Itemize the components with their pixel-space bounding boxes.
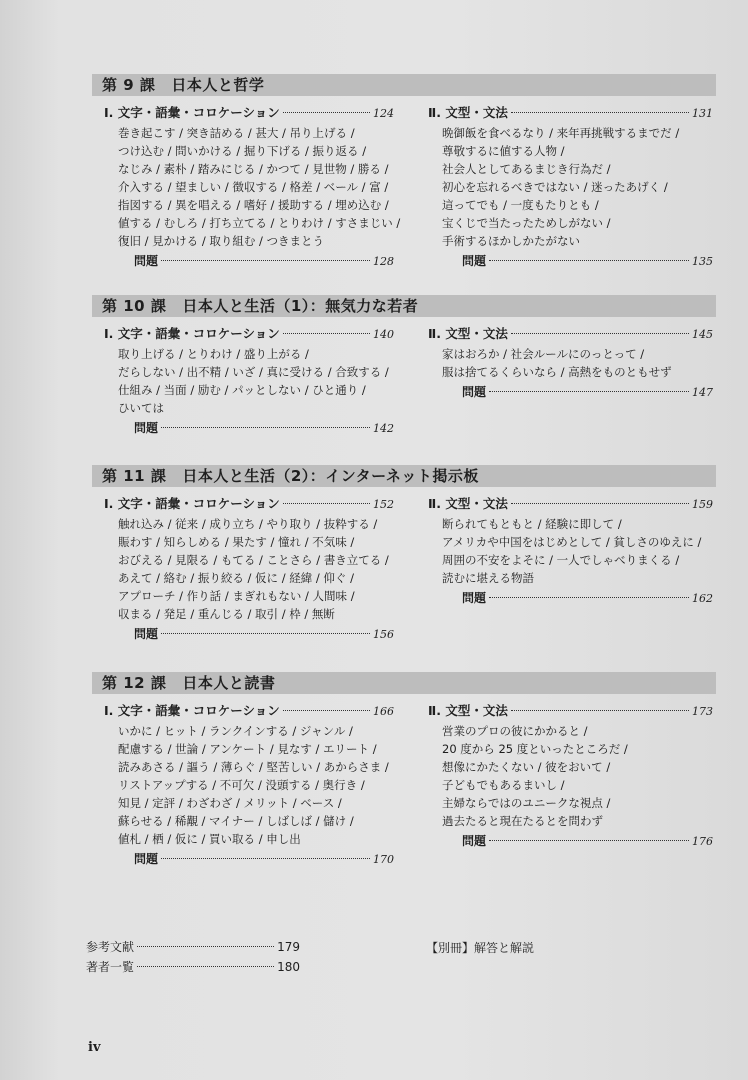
mondai-page: 128	[373, 255, 394, 268]
vocab-line: 介入する / 望ましい / 徴収する / 格差 / ベール / 富 /	[118, 180, 389, 194]
grammar-section	[428, 495, 713, 607]
mondai-page: 170	[373, 853, 394, 866]
lesson-12	[92, 672, 716, 866]
lesson-9	[92, 74, 716, 268]
grammar-heading-label: Ⅱ. 文型・文法	[428, 105, 508, 120]
vocab-page: 166	[373, 705, 394, 718]
lesson-number: 第 12 課	[102, 674, 167, 692]
vocab-heading-label: Ⅰ. 文字・語彙・コロケーション	[104, 496, 280, 511]
mondai-page: 147	[692, 386, 713, 399]
grammar-line: 20 度から 25 度といったところだ /	[442, 742, 628, 756]
mondai-label: 問題	[462, 385, 487, 399]
grammar-heading	[428, 702, 713, 720]
grammar-list	[428, 515, 713, 587]
grammar-line: 社会人としてあるまじき行為だ /	[442, 162, 611, 176]
mondai-entry	[104, 419, 394, 437]
mondai-entry	[104, 850, 394, 868]
references-label: 参考文献	[86, 940, 135, 954]
lesson-header	[92, 465, 716, 487]
grammar-page: 173	[692, 705, 713, 718]
lesson-header	[92, 74, 716, 96]
leader-dots	[161, 427, 370, 428]
vocab-line: 蘇らせる / 稀覯 / マイナー / しばしば / 儲け /	[118, 814, 354, 828]
mondai-entry	[104, 625, 394, 643]
vocab-line: 触れ込み / 従来 / 成り立ち / やり取り / 抜粋する /	[118, 517, 378, 531]
grammar-line: 晩御飯を食べるなり / 来年再挑戦するまでだ /	[442, 126, 680, 140]
mondai-label: 問題	[462, 254, 487, 268]
vocab-section	[104, 325, 394, 437]
leader-dots	[511, 503, 689, 504]
leader-dots	[137, 966, 274, 967]
vocab-heading	[104, 325, 394, 343]
grammar-heading	[428, 495, 713, 513]
grammar-line: 子どもでもあるまいし /	[442, 778, 565, 792]
authors-label: 著者一覧	[86, 960, 135, 974]
vocab-list	[104, 124, 401, 250]
vocab-list	[104, 515, 394, 623]
mondai-page: 135	[692, 255, 713, 268]
vocab-line: ひいては	[118, 401, 164, 415]
lesson-header	[92, 672, 716, 694]
references-entry	[86, 938, 300, 956]
mondai-label: 問題	[134, 254, 159, 268]
grammar-page: 145	[692, 328, 713, 341]
grammar-line: 読むに堪える物語	[442, 571, 534, 585]
leader-dots	[489, 391, 689, 392]
vocab-page: 124	[373, 107, 394, 120]
grammar-line: 初心を忘れるべきではない / 迷ったあげく /	[442, 180, 668, 194]
leader-dots	[161, 858, 370, 859]
vocab-line: あえて / 絡む / 振り絞る / 仮に / 経緯 / 仰ぐ /	[118, 571, 354, 585]
lesson-11	[92, 465, 716, 641]
vocab-list	[104, 345, 394, 417]
authors-page: 180	[277, 960, 300, 974]
vocab-line: 賑わす / 知らしめる / 果たす / 憧れ / 不気味 /	[118, 535, 355, 549]
grammar-line: アメリカや中国をはじめとして / 貧しさのゆえに /	[442, 535, 702, 549]
leader-dots	[161, 633, 370, 634]
page-number: iv	[88, 1040, 101, 1055]
vocab-page: 140	[373, 328, 394, 341]
lesson-number: 第 9 課	[102, 76, 156, 94]
leader-dots	[137, 946, 274, 947]
grammar-line: 想像にかたくない / 彼をおいて /	[442, 760, 611, 774]
vocab-heading	[104, 702, 394, 720]
vocab-heading	[104, 495, 394, 513]
grammar-line: 過去たると現在たるとを問わず	[442, 814, 603, 828]
leader-dots	[511, 333, 689, 334]
leader-dots	[489, 840, 689, 841]
lesson-title: 日本人と生活（2）：インターネット掲示板	[182, 467, 479, 485]
mondai-label: 問題	[134, 421, 159, 435]
grammar-line: 服は捨てるくらいなら / 高熱をものともせず	[442, 365, 672, 379]
lesson-number: 第 11 課	[102, 467, 167, 485]
leader-dots	[511, 710, 689, 711]
vocab-line: いかに / ヒット / ランクインする / ジャンル /	[118, 724, 353, 738]
bessatsu-label: 【別冊】解答と解説	[426, 941, 535, 955]
grammar-heading	[428, 104, 713, 122]
authors-entry	[86, 958, 300, 976]
grammar-heading-label: Ⅱ. 文型・文法	[428, 496, 508, 511]
grammar-line: 尊敬するに値する人物 /	[442, 144, 565, 158]
grammar-heading	[428, 325, 713, 343]
lesson-title: 日本人と読書	[182, 674, 276, 692]
vocab-line: 読みあさる / 謳う / 薄らぐ / 堅苦しい / あからさま /	[118, 760, 389, 774]
vocab-line: 復旧 / 見かける / 取り組む / つきまとう	[118, 234, 325, 248]
leader-dots	[489, 597, 689, 598]
grammar-list	[428, 722, 713, 830]
mondai-page: 176	[692, 835, 713, 848]
references-page: 179	[277, 940, 300, 954]
mondai-page: 142	[373, 422, 394, 435]
vocab-line: 取り上げる / とりわけ / 盛り上がる /	[118, 347, 309, 361]
grammar-line: 営業のプロの彼にかかると /	[442, 724, 588, 738]
vocab-line: なじみ / 素朴 / 踏みにじる / かつて / 見世物 / 勝る /	[118, 162, 389, 176]
vocab-line: アプローチ / 作り話 / まぎれもない / 人間味 /	[118, 589, 355, 603]
grammar-section	[428, 104, 713, 270]
leader-dots	[283, 112, 370, 113]
mondai-label: 問題	[462, 591, 487, 605]
grammar-line: 家はおろか / 社会ルールにのっとって /	[442, 347, 645, 361]
vocab-line: 値札 / 栖 / 仮に / 買い取る / 申し出	[118, 832, 301, 846]
leader-dots	[283, 710, 370, 711]
mondai-entry	[428, 383, 713, 401]
grammar-page: 131	[692, 107, 713, 120]
leader-dots	[489, 260, 689, 261]
mondai-entry	[428, 589, 713, 607]
vocab-line: 値する / むしろ / 打ち立てる / とりわけ / すさまじい /	[118, 216, 401, 230]
grammar-line: 這ってでも / 一度もたりとも /	[442, 198, 599, 212]
grammar-line: 周囲の不安をよそに / 一人でしゃべりまくる /	[442, 553, 680, 567]
leader-dots	[161, 260, 370, 261]
vocab-list	[104, 722, 394, 848]
grammar-line: 手術するほかしかたがない	[442, 234, 580, 248]
grammar-section	[428, 325, 713, 401]
mondai-entry	[104, 252, 394, 270]
grammar-list	[428, 345, 713, 381]
leader-dots	[283, 333, 370, 334]
vocab-heading-label: Ⅰ. 文字・語彙・コロケーション	[104, 703, 280, 718]
vocab-line: 知見 / 定評 / わざわざ / メリット / ベース /	[118, 796, 342, 810]
grammar-heading-label: Ⅱ. 文型・文法	[428, 703, 508, 718]
vocab-line: 指図する / 異を唱える / 嗜好 / 援助する / 埋め込む /	[118, 198, 389, 212]
mondai-page: 156	[373, 628, 394, 641]
mondai-label: 問題	[134, 627, 159, 641]
vocab-line: だらしない / 出不精 / いざ / 真に受ける / 合致する /	[118, 365, 389, 379]
lesson-title: 日本人と生活（1）：無気力な若者	[182, 297, 419, 315]
mondai-label: 問題	[134, 852, 159, 866]
vocab-heading-label: Ⅰ. 文字・語彙・コロケーション	[104, 105, 280, 120]
vocab-heading	[104, 104, 394, 122]
vocab-line: 仕組み / 当面 / 励む / パッとしない / ひと通り /	[118, 383, 366, 397]
lesson-title: 日本人と哲学	[171, 76, 265, 94]
vocab-heading-label: Ⅰ. 文字・語彙・コロケーション	[104, 326, 280, 341]
grammar-list	[428, 124, 713, 250]
leader-dots	[511, 112, 689, 113]
vocab-line: リストアップする / 不可欠 / 没頭する / 奥行き /	[118, 778, 365, 792]
grammar-section	[428, 702, 713, 850]
vocab-line: 収まる / 発足 / 重んじる / 取引 / 枠 / 無断	[118, 607, 335, 621]
mondai-entry	[428, 252, 713, 270]
grammar-line: 主婦ならではのユニークな視点 /	[442, 796, 611, 810]
grammar-line: 宝くじで当たったためしがない /	[442, 216, 611, 230]
vocab-page: 152	[373, 498, 394, 511]
mondai-page: 162	[692, 592, 713, 605]
lesson-header	[92, 295, 716, 317]
grammar-line: 断られてもともと / 経験に即して /	[442, 517, 622, 531]
mondai-entry	[428, 832, 713, 850]
mondai-label: 問題	[462, 834, 487, 848]
grammar-heading-label: Ⅱ. 文型・文法	[428, 326, 508, 341]
vocab-section	[104, 104, 401, 270]
leader-dots	[283, 503, 370, 504]
vocab-line: つけ込む / 問いかける / 掘り下げる / 振り返る /	[118, 144, 367, 158]
vocab-line: おびえる / 見限る / もてる / ことさら / 書き立てる /	[118, 553, 389, 567]
vocab-line: 巻き起こす / 突き詰める / 甚大 / 吊り上げる /	[118, 126, 355, 140]
vocab-line: 配慮する / 世論 / アンケート / 見なす / エリート /	[118, 742, 377, 756]
vocab-section	[104, 495, 394, 643]
vocab-section	[104, 702, 394, 868]
lesson-10	[92, 295, 716, 435]
grammar-page: 159	[692, 498, 713, 511]
lesson-number: 第 10 課	[102, 297, 167, 315]
